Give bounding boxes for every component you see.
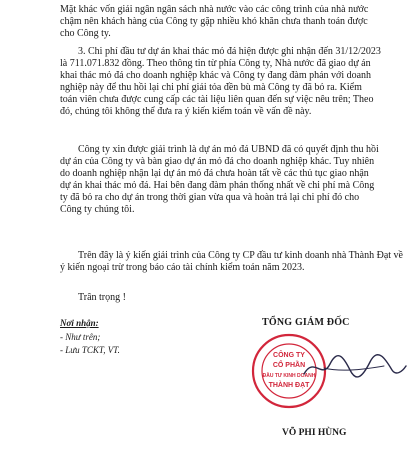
- body-line: cho Công ty.: [60, 28, 111, 39]
- body-line: chậm nên khách hàng của Công ty gặp nhiều khó khăn chưa thanh toán được: [60, 16, 368, 27]
- body-line: dự án khai thác mỏ đá. Hai bên đang đàm phán thống nhất về chi phí mà Công: [60, 180, 375, 191]
- recipient-item: - Như trên;: [60, 332, 101, 342]
- body-line: Công ty chúng tôi.: [60, 204, 135, 215]
- body-line: khai thác mỏ đá cho doanh nghiệp khác và Công ty đang đàm phán với doanh: [60, 70, 372, 81]
- body-line: ý kiến ngoại trừ trong báo cáo tài chính kiểm toán năm 2023.: [60, 262, 305, 273]
- signer-title: TỔNG GIÁM ĐỐC: [262, 317, 350, 328]
- recipient-item: - Lưu TCKT, VT.: [60, 345, 120, 355]
- svg-text:ĐẦU TƯ KINH DOANH: ĐẦU TƯ KINH DOANH: [262, 373, 316, 379]
- body-line: ty đã bỏ ra cho dự án trong thời gian vừa qua và hoàn trả lại chi phí đó cho: [60, 192, 360, 203]
- svg-text:THÀNH ĐẠT: THÀNH ĐẠT: [268, 382, 310, 389]
- body-line: do doanh nghiệp nhận lại dự án mỏ đá chưa hoàn tất về các thủ tục giao nhận: [60, 168, 369, 179]
- body-line: Trên đây là ý kiến giải trình của Công ty CP đầu tư kinh doanh nhà Thành Đạt về: [78, 250, 403, 261]
- svg-text:CỔ PHẦN: CỔ PHẦN: [272, 362, 306, 369]
- recipients-title: Nơi nhận:: [60, 318, 99, 328]
- body-line: toán viên chưa được cung cấp các tài liệu liên quan đến sự việc nêu trên; Theo: [60, 94, 374, 105]
- handwritten-signature: [300, 350, 410, 385]
- body-line: đó, chúng tôi không thể đưa ra ý kiến kiểm toán về vấn đề này.: [60, 106, 312, 117]
- body-line: Mặt khác vốn giải ngân ngân sách nhà nước vào các công trình của nhà nước: [60, 4, 369, 15]
- body-line: 3. Chi phí đầu tư dự án khai thác mỏ đá hiện được ghi nhận đến 31/12/2023: [78, 46, 381, 57]
- body-line: là 711.071.832 đồng. Theo thông tin từ phía Công ty, Nhà nước đã giao dự án: [60, 58, 371, 69]
- body-line: Công ty xin được giải trình là dự án mỏ đá UBND đã có quyết định thu hồi: [78, 144, 379, 155]
- signer-name: VÕ PHI HÙNG: [282, 428, 347, 438]
- body-line: nghiệp này để thu hồi lại chi phí giải tỏa đền bù mà Công ty đã bỏ ra. Kiểm: [60, 82, 362, 93]
- svg-text:CÔNG TY: CÔNG TY: [273, 352, 305, 359]
- greeting: Trân trọng !: [78, 292, 126, 303]
- body-line: dự án của Công ty và bàn giao dự án mỏ đá cho doanh nghiệp khác. Tuy nhiên: [60, 156, 375, 167]
